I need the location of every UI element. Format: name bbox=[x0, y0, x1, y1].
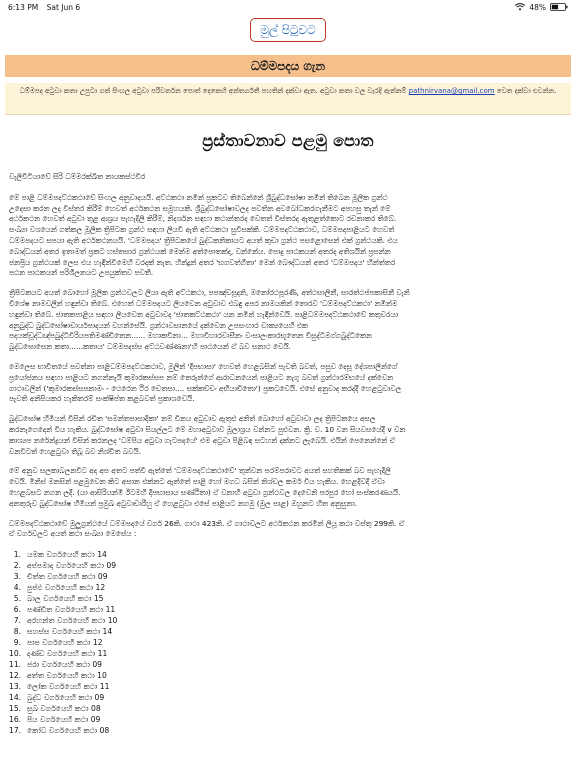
paragraph-line: අර්ථකථන හෙවත් අටුවා තුළ ආශ්‍රය පැහැදිලි කිරීම්, නිදර්ශන සඳහා කථාන්තරද වෙතත් විස්තරද ඇතුළත්කොට රචනාකර තිබේ. bbox=[9, 214, 397, 224]
chapter-label: බාල වර්ගයෙහි කථා 15 bbox=[27, 594, 104, 604]
paragraph-line: හඳුන්වා තිබේ. ජාතකපාළිය සඳහා ලියවෙන අටුවාවද 'ජාතකට්ඨකථා' යන නමින් හැඳින්වෙයි. පාළිධම්මපදට්ඨකථාවේ කතුවරයා bbox=[9, 309, 399, 319]
status-bar bbox=[0, 0, 576, 14]
chapter-label: අප්පමාද වර්ගයෙහි කථා 09 bbox=[27, 561, 117, 571]
chapter-number: 15. bbox=[9, 704, 22, 714]
chapter-label: පුප්ඵ වර්ගයෙහි කථා 12 bbox=[27, 583, 106, 593]
chapter-label: දණ්ඩ වර්ගයෙහි කථා 11 bbox=[27, 649, 108, 659]
paragraph-line: බොද්ධයන් අතර ඉතාමත් ප්‍රකට හස්තසාර ග්‍රන්ථයක් මෙන්ම අත්පොතක්ද, වන්නේය. පොදු පාඨකයන් අතරද අතිශයින් ප්‍රසන්න bbox=[9, 246, 391, 256]
intro-suffix: වෙත දක්වා එවන්න. bbox=[496, 87, 557, 95]
paragraph-line: ගාථාවලින් ('කුමාරකස්සපනාමං - ථෙරෙන ථිර චෙතසා.... සක්කච්චං අභියාචිතො') ප්‍රකටවෙයි. එසේ අනුවාද කරද්දී හෙළටුවාවල bbox=[9, 383, 402, 393]
body-paragraph bbox=[9, 466, 567, 509]
chapter-item bbox=[9, 560, 567, 571]
chapter-number: 4. bbox=[13, 583, 21, 593]
chapter-item bbox=[9, 725, 567, 736]
chapter-item bbox=[9, 714, 567, 725]
body-paragraph bbox=[9, 288, 567, 353]
chapter-item bbox=[9, 692, 567, 703]
body-paragraph bbox=[9, 193, 567, 279]
paragraph-line: විශේෂ නාමවලින් හඳුන්වා තිබේ. එහෙත් ධම්මපදයට ලියවෙන අටුවාව එබඳු අපර නාමයකින් තොරව 'ධම්මපදට්ඨකථා' නමින්ම bbox=[9, 298, 398, 308]
chapter-number: 12. bbox=[9, 671, 22, 681]
home-button-wrap bbox=[0, 18, 576, 48]
chapter-label: ජරා වර්ගයෙහි කථා 09 bbox=[27, 660, 103, 670]
intro-text: ධම්මපද අටුවා කතා උපුටා ගත් සිංහල අටුවා පරිවර්තන පොත් දෙකෙහි අන්තර්ගතී පහතින් දක්වා ඇත. අටුවා කතා වල වැරදි ඇත්නම් bbox=[19, 87, 407, 95]
wifi-icon bbox=[515, 3, 525, 11]
status-time: 6:13 PM bbox=[8, 2, 39, 12]
body-paragraph bbox=[9, 414, 567, 457]
chapter-number: 13. bbox=[9, 682, 22, 692]
chapter-label: පාප වර්ගයෙහි කථා 12 bbox=[27, 638, 103, 648]
chapter-number: 16. bbox=[9, 715, 22, 725]
banner bbox=[5, 55, 571, 77]
paragraph-line: ජනප්‍රිය ග්‍රන්ථයක් ලෙස එය හැඳින්විමෙහි වරදක් නැත. හින්දූන් අතර 'භගවත්ගීතා' මෙන් බෞද්ධයන් අතර 'ධම්මපදය' හින්ත්තර bbox=[9, 257, 396, 267]
paragraph-line: කරනැගෙදෙන් විය හැකිය. බුද්ධඝෝෂ අටුවා සියල්ලට මේ මහාඅටුවාව මූලාශ්‍රය වන්නට පුළුවන. ක්‍රි. ව. 10 වන සියවසයේදී v වන bbox=[9, 424, 406, 434]
status-right bbox=[515, 3, 568, 12]
chapter-number: 10. bbox=[9, 649, 22, 659]
chapter-item bbox=[9, 571, 567, 582]
body-paragraph bbox=[9, 362, 567, 405]
chapter-number: 5. bbox=[13, 594, 21, 604]
paragraph-line: පැවති අනිසියකර හැකිතරම් සංක්ෂිප්ත කළබවත් ප්‍රකාශවෙයි. bbox=[9, 394, 195, 404]
paragraph-line: මෙලෙස භාවිතයේ පවත්නා පාළිධම්මපදට්ඨකථාව, මුලින් 'දීපභාසා' හෙවත් හෙළබසින් පැවති බවත්, පසුව දෙසූ දේශපාලීන්ගේ bbox=[9, 361, 398, 371]
status-left bbox=[8, 3, 86, 12]
paragraphs bbox=[9, 193, 567, 540]
paragraph-line: මේ පාළි ධම්මපදට්ඨකථාවේ සිංහල අනුවාදයයි. අට්ඨකථා නමින් ප්‍රකටව තිබෙන්නේ ශ්‍රීබුද්ධඝෝෂා නමින් තිබෙන මූලික ග්‍රන්ථ bbox=[9, 192, 388, 202]
paragraph-line: ඒ වර්ගවලට අයත් කථා සංඛ්‍යා මෙසේය : bbox=[9, 529, 137, 539]
chapter-item bbox=[9, 626, 567, 637]
chapter-item bbox=[9, 681, 567, 692]
chapter-number: 6. bbox=[13, 605, 21, 615]
paragraph-line: ධම්මපදට්ඨකථාවේ මුලුග්‍රන්ථයේ ධම්මපදයේ වර්ග 26කි. ගාථා 423කි. ඒ ගාථාවලට අර්ථකථන කරමින් ලියූ කථා වස්තු 299කි. ඒ bbox=[9, 518, 405, 528]
paragraph-line: උදෙසා කරන ලද විස්තර කිරීම් හෙවත් අර්ථකථන සමූහයකි. ශ්‍රීබුද්ධඝෝෂාවලද පවතින අවබෝධකරගැනීමට අපහසු තැන් මේ bbox=[9, 203, 391, 213]
paragraph-line: වෙයි. මිනිස් මනසින් පළමුවෙන කිට අසාන එක්නට ඇත්තේ පාළි හෝ මගධ බසින් නිශ්චල කර්ම විය හැකිය. හෙළදිවදී ඒවා bbox=[9, 477, 385, 487]
chapter-list bbox=[9, 549, 567, 736]
paragraph-line: අනුබුද්ධ බුද්ධඝෝෂාචාර්යපාදයන් වහන්සේයි. ග්‍රන්ථාවසානයේ දක්වෙන උපසංහාර වාක්‍යයෙහි එක bbox=[9, 320, 308, 330]
chapter-number: 2. bbox=[13, 561, 21, 571]
chapter-item bbox=[9, 659, 567, 670]
banner-title: ධම්මපදය ගැන bbox=[250, 58, 326, 73]
chapter-number: 8. bbox=[13, 627, 21, 637]
battery-icon bbox=[550, 3, 568, 11]
chapter-label: අරහන්ත වර්ගයෙහි කථා 10 bbox=[27, 616, 118, 626]
chapter-item bbox=[9, 582, 567, 593]
intro-box bbox=[5, 83, 571, 115]
paragraph-line: පදයක්වූද්ධඥ්පබුද්ධිවිරියපතිමණ්ඩිතෙන...... මහාකවිනා... මහාවිහාරවාසීනං වංසාලංකාරභූතෙන විසුද්ධිමග්ගබුද්ධිකෙන bbox=[9, 331, 373, 341]
page-title: ප්‍රස්තාවනාව පළමු පොත bbox=[202, 131, 374, 150]
chapter-label: අත්ත වර්ගයෙහි කථා 10 bbox=[27, 671, 107, 681]
paragraph-line: ප්‍රයෝජනය සඳහා පාළියට නගන්නැයි කුමාරකස්සප නම් තෙරුන්ගේ ආරාධනයෙන් පාළියට නැගූ බවත් ග්‍රන්ථාරම්භයේ දක්වෙන bbox=[9, 372, 394, 382]
paragraph-line: පඨන පාඨකයන් පරිශීලනයට උපයුක්තව පවතී. bbox=[9, 268, 154, 278]
paragraph-line: වනවිටත් හෙළටුවා තිබූ බව නිශ්චිත බවයි. bbox=[9, 446, 141, 456]
chapter-number: 17. bbox=[9, 726, 22, 736]
chapter-label: යමක වර්ගයෙහි කථා 14 bbox=[27, 550, 107, 560]
status-date: Sat Jun 6 bbox=[46, 2, 81, 12]
chapter-item bbox=[9, 703, 567, 714]
chapter-number: 14. bbox=[9, 693, 22, 703]
paragraph-line: බුද්ධඝෝෂ හිමියන් විසින් රචිත 'සමන්තපාසාදිකා' නම් විනය අටුවාව ඇතුළු අනිත් බොහෝ අටුවාවා ලද ත්‍රිපිටකයෙ අසල bbox=[9, 414, 376, 424]
chapter-number: 9. bbox=[13, 638, 21, 648]
content bbox=[9, 172, 567, 736]
chapter-number: 1. bbox=[13, 550, 21, 560]
body-paragraph bbox=[9, 519, 567, 541]
chapter-item bbox=[9, 648, 567, 659]
chapter-item bbox=[9, 637, 567, 648]
chapter-number: 3. bbox=[13, 572, 21, 582]
chapter-label: පණ්ඩිත වර්ගයෙහි කථා 11 bbox=[27, 605, 116, 615]
email-link[interactable]: pathnirvana@gmail.com bbox=[408, 87, 495, 95]
chapter-number: 7. bbox=[13, 616, 21, 626]
paragraph-line: මේ අනුව සලකාබලනවිට අද අප අතට පත්වී ඇත්තේ 'ධම්මපදට්ඨකථාවේ' තුන්වන පරම්පරාවට අයත් සහතිකක් බව පැහැදිලි bbox=[9, 466, 391, 476]
chapter-label: චිත්ත වර්ගයෙහි කථා 09 bbox=[27, 572, 108, 582]
chapter-item bbox=[9, 670, 567, 681]
paragraph-line: බුද්ධඝොසෙන කතා......කතාය' ධම්මපදස්ස අට්ඨවණ්ණනා'හි පාඨයෙන් ඒ බව සනාථ වෙයි. bbox=[9, 342, 292, 352]
chapter-label: පිය වර්ගයෙහි කථා 09 bbox=[27, 715, 101, 725]
chapter-item bbox=[9, 593, 567, 604]
chapter-label: සහස්ස වර්ගයෙහි කථා 14 bbox=[27, 627, 113, 637]
chapter-item bbox=[9, 549, 567, 560]
home-button[interactable]: මුල් පිටුවට bbox=[250, 18, 326, 42]
chapter-label: බුද්ධ වර්ගයෙහි කථා 09 bbox=[27, 693, 105, 703]
paragraph-line: කාශ්‍යප නරේන්ද්‍රයන් විසින් කරනලද 'ධම්පිය අටුවා ගැටපදයේ' එම අටුවා පිළිබඳ සටහන් දක්නට ලැබෙයි. එයින් පෙනෙන්නේ ඒ bbox=[9, 435, 396, 445]
paragraph-line: ත්‍රිපිටකයට අයත් බොහෝ මූලික ග්‍රන්ථවලට ලියා ඇති අට්ඨකථා, පපඤ්චසූදනි, මනෝරථපූරණි, අත්ථසාලිනී, සාරත්ථප්පකාසිනී වැනි bbox=[9, 288, 410, 298]
chapter-label: සුඛ වර්ගයෙහි කථා 08 bbox=[27, 704, 101, 714]
chapter-label: කෝධ වර්ගයෙහි කථා 08 bbox=[27, 726, 110, 736]
battery-percent: 48% bbox=[529, 2, 546, 12]
chapter-label: ලෝක වර්ගයෙහි කථා 11 bbox=[27, 682, 110, 692]
paragraph-line: ධම්මපදයට සපයා ඇති අර්ථකථනයයි. 'ධම්මපදය' ත්‍රිපිටකයේ බුද්ධකනිකායට අයත් කුඩා ග්‍රන්ථ පසළොසෙන් එක් ග්‍රන්ථයකි. එය bbox=[9, 235, 398, 245]
chapter-number: 11. bbox=[9, 660, 22, 670]
chapter-item bbox=[9, 615, 567, 626]
paragraph-line: සංඛ්‍යා වශයෙන් ගත්කල මූලික ත්‍රිපිටක ග්‍රන්ථ සඳහා ලියවී ඇති අට්ඨකථා සුවිසක්කි. ධම්මපදට්ඨකථාව, ධම්මපදපාළියට හෙවත් bbox=[9, 225, 395, 235]
author-line: වැලිවිටියාවේ සිරි ධම්මරක්ඛිත නායකස්ථවිර bbox=[9, 172, 146, 181]
chapter-item bbox=[9, 604, 567, 615]
paragraph-line: අනතුරුව බුද්ධඝෝෂ හිමියන් ප්‍රමුඛ අටුවාචාරීහු ඒ හෙළටුවා එසේ පාළියට නගමු (මුල පාළ) ඔහුනට හිත අනුසුනා. bbox=[9, 498, 358, 508]
paragraph-line: හෙළබසට නගන ලදී. (යා ආසිරියන්මි ඊටමහි දීපභාසාය සණ්ඨිතා) ඒ වනාහි අටුවා ග්‍රන්ථවල දෙවෙනි පරපුර හෝ සංස්කරණයයි. bbox=[9, 487, 401, 497]
